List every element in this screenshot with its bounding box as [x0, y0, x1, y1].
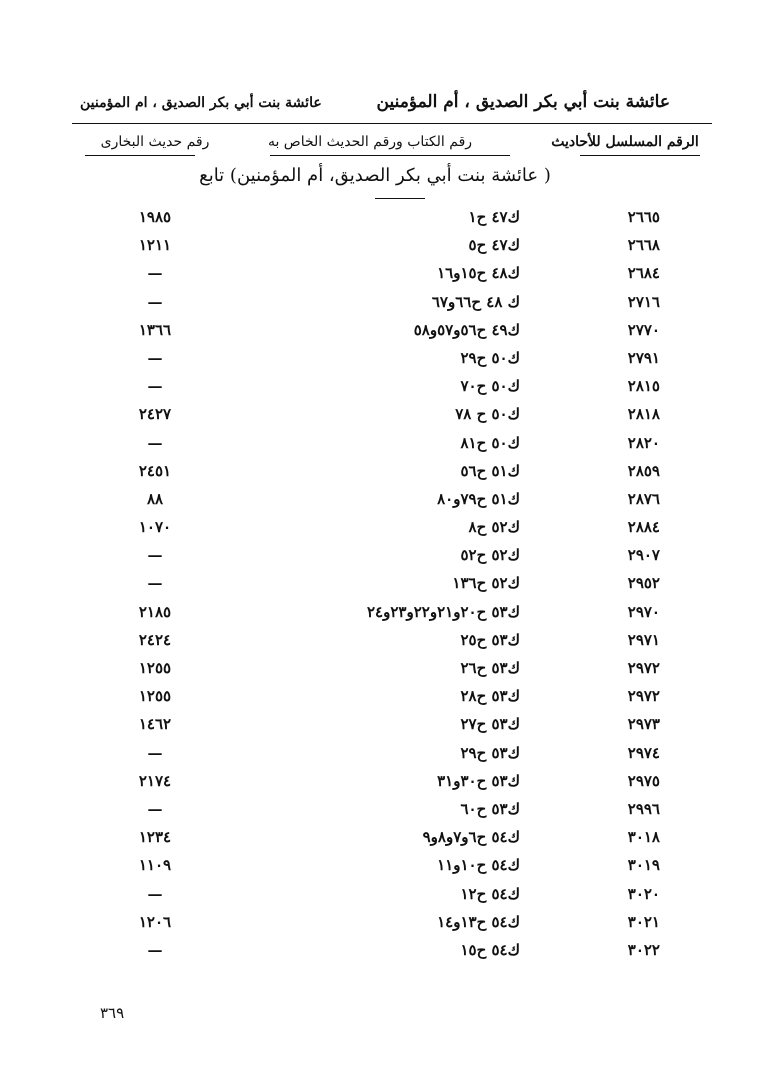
table-row [0, 909, 760, 937]
bukhari-number-cell: ١٢٥٥ [138, 659, 172, 677]
book-ref-cell: ك٥٤ ح١٢ [460, 884, 520, 903]
bukhari-number-cell: ٢١٨٥ [138, 602, 172, 621]
column-headers [60, 128, 700, 156]
serial-number-cell: ٣٠١٩ [627, 856, 660, 875]
table-row [0, 486, 760, 514]
table-row [0, 599, 760, 627]
column-header-book-ref: رقم الكتاب ورقم الحديث الخاص به [267, 134, 473, 150]
bukhari-number-cell: ٢٤٥١ [138, 461, 172, 480]
book-ref-cell: ك٥٠ ح ٧٨ [455, 405, 520, 424]
serial-number-cell: ٢٩٠٧ [627, 546, 660, 565]
serial-number-cell: ٣٠٢١ [627, 912, 660, 931]
serial-number-cell: ٣٠١٨ [627, 828, 660, 847]
book-ref-cell: ك٥٣ ح٢٦ [460, 659, 520, 677]
table-row [0, 289, 760, 317]
header-underline-bukhari [85, 155, 195, 156]
bukhari-number-cell: — [147, 348, 163, 367]
bukhari-number-cell: ١٠٧٠ [138, 518, 172, 537]
header-underline-serial [580, 155, 700, 156]
serial-number-cell: ٢٩٧٤ [627, 743, 660, 762]
serial-number-cell: ٢٨٧٦ [627, 489, 660, 508]
running-head-left: عائشة بنت أبي بكر الصديق ، ام المؤمنين [80, 95, 322, 111]
book-ref-cell: ك٥٣ ح٦٠ [460, 799, 520, 818]
serial-number-cell: ٢٦٦٨ [627, 236, 660, 255]
table-row [0, 852, 760, 880]
bukhari-number-cell: ١٢٠٦ [138, 912, 172, 931]
book-ref-cell: ك٤٩ ح٥٦و٥٧و٥٨ [413, 320, 520, 339]
bukhari-number-cell: ١٢٣٤ [138, 828, 172, 847]
section-title-rule [375, 198, 425, 199]
bukhari-number-cell: — [147, 574, 163, 593]
book-ref-cell: ك٤٧ ح١ [468, 208, 520, 226]
serial-number-cell: ٢٧٧٠ [627, 320, 660, 339]
book-ref-cell: ك٥٠ ح٢٩ [460, 348, 520, 367]
bukhari-number-cell: ٢١٧٤ [138, 771, 172, 790]
bukhari-number-cell: ٢٤٢٧ [138, 405, 172, 424]
table-row [0, 204, 760, 232]
table-row [0, 627, 760, 655]
serial-number-cell: ٣٠٢٠ [627, 884, 660, 903]
column-header-serial: الرقم المسلسل للأحاديث [551, 134, 699, 150]
serial-number-cell: ٢٨٨٤ [627, 518, 660, 537]
book-ref-cell: ك٥٢ ح٨ [468, 518, 520, 537]
book-ref-cell: ك٤٨ ح١٥و١٦ [437, 264, 520, 283]
page-number: ٣٦٩ [100, 1004, 125, 1022]
serial-number-cell: ٢٩٥٢ [627, 574, 660, 593]
header-underline-book-ref [270, 155, 510, 156]
table-row [0, 317, 760, 345]
book-ref-cell: ك٥٣ ح٢٥ [460, 630, 520, 649]
running-head-right: عائشة بنت أبي بكر الصديق ، أم المؤمنين [376, 92, 670, 112]
book-ref-cell: ك٥٤ ح١٠و١١ [437, 856, 520, 875]
table-row [0, 881, 760, 909]
serial-number-cell: ٢٦٦٥ [627, 208, 660, 226]
table-row [0, 232, 760, 260]
serial-number-cell: ٢٧٩١ [627, 348, 660, 367]
table-row [0, 655, 760, 683]
table-row [0, 430, 760, 458]
serial-number-cell: ٢٩٧٠ [627, 602, 660, 621]
table-row [0, 458, 760, 486]
serial-number-cell: ٢٩٧٣ [627, 715, 660, 734]
serial-number-cell: ٢٨٥٩ [627, 461, 660, 480]
running-head [80, 92, 670, 118]
table-row [0, 260, 760, 288]
table-row [0, 768, 760, 796]
table-row [0, 937, 760, 965]
bukhari-number-cell: ١٢٥٥ [138, 687, 172, 706]
bukhari-number-cell: ١٣٦٦ [138, 320, 172, 339]
book-ref-cell: ك٥١ ح٥٦ [460, 461, 520, 480]
table-row [0, 345, 760, 373]
bukhari-number-cell: ٨٨ [146, 489, 164, 508]
book-ref-cell: ك٥٤ ح١٣و١٤ [437, 912, 520, 931]
table-row [0, 796, 760, 824]
table-row [0, 740, 760, 768]
serial-number-cell: ٢٩٧٢ [627, 687, 660, 706]
bukhari-number-cell: — [147, 884, 163, 903]
bukhari-number-cell: — [147, 743, 163, 762]
bukhari-number-cell: — [147, 377, 163, 396]
table-row [0, 683, 760, 711]
bukhari-number-cell: ١٩٨٥ [138, 208, 172, 226]
table-row [0, 514, 760, 542]
serial-number-cell: ٢٩٧١ [627, 630, 660, 649]
serial-number-cell: ٢٦٨٤ [627, 264, 660, 283]
book-ref-cell: ك٥٣ ح٣٠و٣١ [437, 771, 520, 790]
book-ref-cell: ك٥٣ ح٢٠و٢١و٢٢و٢٣و٢٤ [366, 602, 520, 621]
table-row [0, 401, 760, 429]
bukhari-number-cell: ١١٠٩ [138, 856, 172, 875]
book-ref-cell: ك٥٠ ح٨١ [460, 433, 520, 452]
table-row [0, 542, 760, 570]
bukhari-number-cell: — [147, 264, 163, 283]
book-ref-cell: ك٥٣ ح٢٨ [460, 687, 520, 706]
section-title: ( عائشة بنت أبي بكر الصديق، أم المؤمنين) تابع [199, 165, 551, 186]
book-ref-cell: ك٥٠ ح٧٠ [460, 377, 520, 396]
bukhari-number-cell: — [147, 546, 163, 565]
serial-number-cell: ٣٠٢٢ [627, 940, 660, 959]
serial-number-cell: ٢٨٢٠ [627, 433, 660, 452]
bukhari-number-cell: ١٤٦٢ [138, 715, 172, 734]
serial-number-cell: ٢٨١٨ [627, 405, 660, 424]
bukhari-number-cell: — [147, 292, 163, 311]
book-ref-cell: ك٥٣ ح٢٧ [460, 715, 520, 734]
serial-number-cell: ٢٧١٦ [627, 292, 660, 311]
table-row [0, 570, 760, 598]
column-header-bukhari: رقم حديث البخارى [100, 134, 210, 150]
hadith-table [0, 204, 760, 965]
book-ref-cell: ك٥١ ح٧٩و٨٠ [437, 489, 520, 508]
book-ref-cell: ك٥٣ ح٢٩ [460, 743, 520, 762]
bukhari-number-cell: — [147, 799, 163, 818]
bukhari-number-cell: — [147, 940, 163, 959]
bukhari-number-cell: — [147, 433, 163, 452]
book-ref-cell: ك ٤٨ ح٦٦و٦٧ [431, 292, 520, 311]
table-row [0, 711, 760, 739]
serial-number-cell: ٢٨١٥ [627, 377, 660, 396]
bukhari-number-cell: ٢٤٢٤ [138, 630, 172, 649]
serial-number-cell: ٢٩٧٥ [627, 771, 660, 790]
book-ref-cell: ك٥٤ ح٦و٧و٨و٩ [422, 828, 520, 847]
top-rule [72, 123, 712, 124]
book-ref-cell: ك٤٧ ح٥ [468, 236, 520, 255]
table-row [0, 373, 760, 401]
book-ref-cell: ك٥٢ ح١٣٦ [452, 574, 520, 593]
book-ref-cell: ك٥٢ ح٥٢ [460, 546, 520, 565]
book-ref-cell: ك٥٤ ح١٥ [460, 940, 520, 959]
table-row [0, 824, 760, 852]
serial-number-cell: ٢٩٧٢ [627, 659, 660, 677]
bukhari-number-cell: ١٢١١ [138, 236, 172, 255]
serial-number-cell: ٢٩٩٦ [627, 799, 660, 818]
